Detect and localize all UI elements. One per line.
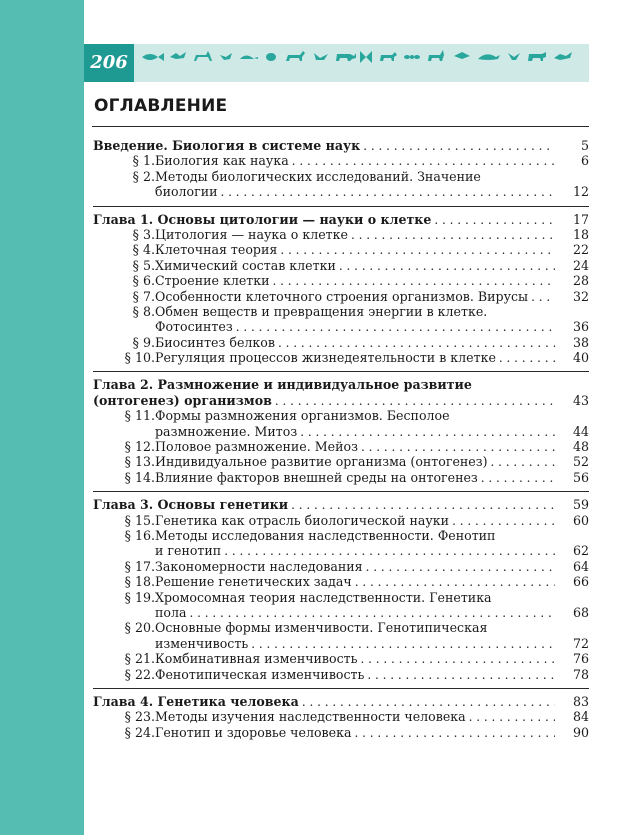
dot-leader xyxy=(351,228,555,243)
toc-section-row[interactable] xyxy=(93,304,589,319)
dot-leader xyxy=(434,213,555,228)
chapter-title: Глава 4. Генетика человека xyxy=(93,693,299,709)
toc-section-row[interactable] xyxy=(93,651,589,666)
bird-icon xyxy=(314,53,328,60)
section-title: размножение. Митоз xyxy=(155,423,298,439)
dot-leader xyxy=(280,243,555,258)
toc-section-row[interactable] xyxy=(93,513,589,528)
section-title: Генотип и здоровье человека xyxy=(155,724,352,740)
section-number: § 21. xyxy=(124,651,155,667)
animal-silhouettes-decoration xyxy=(140,47,580,67)
toc-section-row[interactable] xyxy=(93,227,589,242)
deer-icon xyxy=(194,51,212,61)
section-title: Фенотипическая изменчивость xyxy=(155,666,365,682)
dot-leader xyxy=(452,514,555,529)
page-ref: 90 xyxy=(572,724,589,740)
section-number: § 20. xyxy=(124,620,155,636)
section-title: Особенности клеточного строения организмов. Вирусы xyxy=(155,288,529,304)
toc-chapter-row[interactable] xyxy=(93,497,589,512)
toc-section-row[interactable] xyxy=(93,559,589,574)
page-ref: 64 xyxy=(572,558,589,574)
section-number: § 15. xyxy=(124,512,155,528)
toc-section-row[interactable] xyxy=(93,543,589,558)
dot-leader xyxy=(361,440,555,455)
turtle-icon xyxy=(240,56,258,60)
section-title: Хромосомная теория наследственности. Генетика xyxy=(155,589,492,605)
toc-section-row[interactable] xyxy=(93,335,589,350)
toc-section-row[interactable] xyxy=(93,620,589,635)
chapter-divider xyxy=(93,371,589,372)
section-number: § 9. xyxy=(132,334,155,350)
table-of-contents xyxy=(93,138,589,740)
dot-leader xyxy=(491,455,555,470)
chapter-divider xyxy=(93,491,589,492)
section-title: Решение генетических задач xyxy=(155,574,352,590)
toc-section-row[interactable] xyxy=(93,725,589,740)
section-title: Обмен веществ и превращения энергии в клетке. xyxy=(155,303,488,319)
dot-leader xyxy=(221,185,555,200)
section-title: Индивидуальное развитие организма (онтогенез) xyxy=(155,454,488,470)
toc-section-row[interactable] xyxy=(93,153,589,168)
rhino-icon xyxy=(336,53,356,61)
toc-chapter-row[interactable] xyxy=(93,377,589,392)
bull-icon xyxy=(528,52,546,61)
section-number: § 8. xyxy=(132,303,155,319)
dolphin-icon xyxy=(478,54,500,60)
section-number: § 22. xyxy=(124,666,155,682)
section-title: Влияние факторов внешней среды на онтогенез xyxy=(155,469,478,485)
page-title: ОГЛАВЛЕНИЕ xyxy=(94,96,228,116)
dot-leader xyxy=(354,726,555,741)
dot-leader xyxy=(360,652,555,667)
section-title: Химический состав клетки xyxy=(155,257,336,273)
bird-icon xyxy=(454,52,470,59)
toc-section-row[interactable] xyxy=(93,439,589,454)
dot-leader xyxy=(499,351,555,366)
section-number: § 16. xyxy=(124,527,155,543)
toc-section-row[interactable] xyxy=(93,289,589,304)
dot-leader xyxy=(236,320,555,335)
page-ref: 5 xyxy=(580,138,589,153)
page-ref: 32 xyxy=(572,288,589,304)
section-title: Генетика как отрасль биологической науки xyxy=(155,512,450,528)
bird-icon xyxy=(508,53,520,60)
section-number: § 11. xyxy=(124,408,155,424)
dot-leader xyxy=(292,154,555,169)
horse-icon xyxy=(286,51,305,61)
dot-leader xyxy=(300,425,555,440)
chapter-title: Введение. Биология в системе наук xyxy=(93,138,361,153)
dot-leader xyxy=(339,259,555,274)
section-title: Комбинативная изменчивость xyxy=(155,651,358,667)
toc-section-row[interactable] xyxy=(93,605,589,620)
section-title: Методы исследования наследственности. Фенотип xyxy=(155,527,496,543)
toc-section-row[interactable] xyxy=(93,258,589,273)
section-number: § 13. xyxy=(124,454,155,470)
toc-section-row[interactable] xyxy=(93,319,589,334)
section-title: Формы размножения организмов. Бесполое xyxy=(155,408,450,424)
section-number: § 10. xyxy=(124,350,155,366)
page-ref: 18 xyxy=(572,226,589,242)
page-ref: 66 xyxy=(572,574,589,590)
toc-section-row[interactable] xyxy=(93,667,589,682)
section-title: Биология как наука xyxy=(155,153,289,169)
toc-section-row[interactable] xyxy=(93,470,589,485)
page-ref: 84 xyxy=(572,709,589,725)
bird-icon xyxy=(220,53,232,60)
toc-section-row[interactable] xyxy=(93,169,589,184)
fish-icon xyxy=(142,53,164,61)
section-title: биологии xyxy=(155,184,218,200)
section-title: Методы биологических исследований. Значение xyxy=(155,168,481,184)
section-title: Цитология — наука о клетке xyxy=(155,226,348,242)
page-ref: 44 xyxy=(572,423,589,439)
section-title: Половое размножение. Мейоз xyxy=(155,439,358,455)
section-number: § 12. xyxy=(124,439,155,455)
section-title: пола xyxy=(155,604,187,620)
section-title: Закономерности наследования xyxy=(155,558,363,574)
toc-section-row[interactable] xyxy=(93,242,589,257)
section-number: § 14. xyxy=(124,469,155,485)
ant-icon xyxy=(404,55,420,59)
dot-leader xyxy=(366,560,555,575)
toc-section-row[interactable] xyxy=(93,408,589,423)
toc-section-row[interactable] xyxy=(93,454,589,469)
chapter-title: Глава 3. Основы генетики xyxy=(93,497,289,513)
chapter-divider xyxy=(93,688,589,689)
section-number: § 2. xyxy=(132,168,155,184)
page-ref: 68 xyxy=(572,604,589,620)
page-ref: 56 xyxy=(572,469,589,485)
dot-leader xyxy=(251,637,555,652)
toc-chapter-row[interactable] xyxy=(93,694,589,709)
dot-leader xyxy=(278,336,555,351)
page-ref: 36 xyxy=(572,319,589,335)
dot-leader xyxy=(355,575,555,590)
toc-chapter-row[interactable] xyxy=(93,138,589,153)
toc-section-row[interactable] xyxy=(93,574,589,589)
page-ref: 24 xyxy=(572,257,589,273)
page-ref: 17 xyxy=(572,211,589,227)
section-number: § 23. xyxy=(124,709,155,725)
dot-leader xyxy=(531,290,555,305)
page-ref: 83 xyxy=(572,693,589,709)
page-ref: 72 xyxy=(572,635,589,651)
section-number: § 3. xyxy=(132,226,155,242)
dot-leader xyxy=(469,710,555,725)
toc-section-row[interactable] xyxy=(93,590,589,605)
section-title: Клеточная теория xyxy=(155,242,278,258)
page-number: 206 xyxy=(84,44,134,82)
page-ref: 40 xyxy=(572,350,589,366)
page-ref: 76 xyxy=(572,651,589,667)
section-number: § 18. xyxy=(124,574,155,590)
dot-leader xyxy=(481,471,555,486)
chapter-title: Глава 2. Размножение и индивидуальное развитие xyxy=(93,377,472,393)
bird-icon xyxy=(170,52,186,59)
section-title: Методы изучения наследственности человека xyxy=(155,709,466,725)
page-ref: 43 xyxy=(572,392,589,408)
section-number: § 19. xyxy=(124,589,155,605)
dot-leader xyxy=(291,498,555,513)
toc-section-row[interactable] xyxy=(93,636,589,651)
dot-leader xyxy=(224,544,555,559)
section-number: § 6. xyxy=(132,273,155,289)
dot-leader xyxy=(363,139,555,154)
dot-leader xyxy=(302,695,555,710)
section-number: § 24. xyxy=(124,724,155,740)
butterfly-icon xyxy=(360,51,372,63)
section-title: Биосинтез белков xyxy=(155,334,275,350)
dot-leader xyxy=(189,606,555,621)
page-ref: 62 xyxy=(572,543,589,559)
section-number: § 17. xyxy=(124,558,155,574)
bird-icon xyxy=(554,52,572,60)
page-ref: 59 xyxy=(572,497,589,513)
dog-icon xyxy=(380,52,397,61)
page-ref: 52 xyxy=(572,454,589,470)
page-ref: 38 xyxy=(572,334,589,350)
dot-leader xyxy=(273,274,556,289)
section-number: § 4. xyxy=(132,242,155,258)
beetle-icon xyxy=(264,53,278,61)
chapter-divider xyxy=(93,206,589,207)
toc-section-row[interactable] xyxy=(93,273,589,288)
antelope-icon xyxy=(428,50,444,61)
page-ref: 78 xyxy=(572,666,589,682)
top-rule xyxy=(92,126,589,127)
section-title: Строение клетки xyxy=(155,273,270,289)
toc-section-row[interactable] xyxy=(93,350,589,365)
toc-section-row[interactable] xyxy=(93,709,589,724)
sidebar-stripe xyxy=(0,0,84,835)
section-number: § 7. xyxy=(132,288,155,304)
toc-section-row[interactable] xyxy=(93,424,589,439)
dot-leader xyxy=(275,394,555,409)
section-title: Регуляция процессов жизнедеятельности в клетке xyxy=(155,350,496,366)
chapter-title: (онтогенез) организмов xyxy=(93,392,272,408)
page-ref: 28 xyxy=(572,273,589,289)
toc-section-row[interactable] xyxy=(93,528,589,543)
page-ref: 60 xyxy=(572,512,589,528)
section-number: § 5. xyxy=(132,257,155,273)
section-title: Фотосинтез xyxy=(155,319,233,335)
page-ref: 12 xyxy=(572,184,589,200)
section-title: изменчивость xyxy=(155,635,249,651)
page-ref: 48 xyxy=(572,439,589,455)
section-title: и генотип xyxy=(155,543,222,559)
page-ref: 6 xyxy=(580,153,589,169)
toc-chapter-row[interactable] xyxy=(93,212,589,227)
toc-chapter-row[interactable] xyxy=(93,393,589,408)
toc-section-row[interactable] xyxy=(93,184,589,199)
section-title: Основные формы изменчивости. Генотипическая xyxy=(155,620,488,636)
section-number: § 1. xyxy=(132,153,155,169)
page-ref: 22 xyxy=(572,242,589,258)
dot-leader xyxy=(367,668,555,683)
chapter-title: Глава 1. Основы цитологии — науки о клетке xyxy=(93,211,432,227)
